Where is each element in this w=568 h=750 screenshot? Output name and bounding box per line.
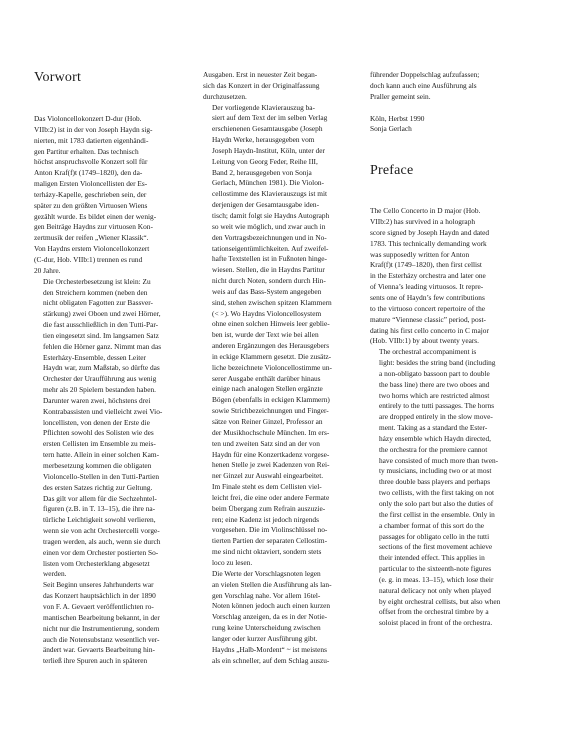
text-line: ment. Taking as a standard the Ester- bbox=[379, 423, 488, 433]
text-line: sich das Konzert in der Originalfassung bbox=[203, 80, 320, 90]
vorwort-heading: Vorwort bbox=[34, 70, 82, 85]
text-line: terließ ihre Spuren auch in späteren bbox=[43, 656, 148, 666]
text-line: only the solo part but also the duties of bbox=[379, 499, 494, 508]
text-line: entirely to the tutti passages. The horns bbox=[379, 401, 495, 411]
text-line: by eight orchestral cellists, but also when bbox=[379, 596, 501, 606]
text-line: des ersten Satzes richtig zur Geltung. bbox=[43, 482, 153, 492]
text-line: házy ensemble which Haydn directed, bbox=[379, 433, 491, 443]
text-line: Pflichten sowohl des Solisten wie des bbox=[43, 428, 154, 438]
text-line: two cellists, with the first taking on not bbox=[379, 488, 495, 498]
paragraph bbox=[203, 70, 351, 103]
text-line: dating his first cello concerto in C major bbox=[370, 325, 489, 335]
text-line: anderen Ergänzungen des Herausgebers bbox=[212, 341, 330, 351]
text-line: die fast ausschließlich in den Tutti-Par- bbox=[43, 320, 159, 330]
text-line: offset from the orchestral timbre by a bbox=[379, 607, 489, 617]
text-line: Violoncello-Stellen in den Tutti-Partien bbox=[43, 471, 160, 481]
text-line: tisch; damit folgt sie Haydns Autograph bbox=[212, 210, 330, 220]
text-line: nicht obligaten Fagotten zur Bassver- bbox=[43, 298, 153, 308]
text-line: Esterházy-Ensemble, dessen Leiter bbox=[43, 352, 146, 362]
text-line: ben ist, wurde der Text wie bei allen bbox=[212, 330, 319, 340]
preface-text bbox=[370, 206, 518, 629]
text-line: Haydn war, zum Maßstab, so dürfte das bbox=[43, 363, 160, 373]
preface-heading: Preface bbox=[370, 163, 414, 179]
text-line: den Streichern kommen (neben den bbox=[43, 287, 148, 297]
paragraph bbox=[203, 103, 351, 569]
vorwort-text bbox=[34, 114, 182, 667]
text-line: Von Haydns erstem Violoncellokonzert bbox=[34, 244, 150, 254]
text-line: a non-obligato bassoon part to double bbox=[379, 368, 490, 378]
text-line: tierten Partien der separaten Cellostim- bbox=[212, 536, 328, 546]
text-line: terházy-Kapelle, geschrieben sein, der bbox=[34, 189, 147, 199]
text-line: später zu den größten Virtuosen Wiens bbox=[34, 200, 148, 210]
text-line: ten und zweiten Satz sind an der von bbox=[212, 438, 320, 448]
text-line: Anton Kraf(f)t (1749–1820), den da- bbox=[34, 168, 143, 178]
text-line: ner Ginzel zur Auswahl eingearbeitet. bbox=[212, 471, 324, 481]
text-line: den Vortragsbezeichnungen und in No- bbox=[212, 232, 327, 242]
text-line: in eckige Klammern gesetzt. Die zusätz- bbox=[212, 351, 332, 361]
text-line: The Cello Concerto in D major (Hob. bbox=[370, 206, 481, 216]
text-line: der Musikhochschule München. Im ers- bbox=[212, 427, 330, 437]
vorwort-column-2 bbox=[203, 70, 351, 666]
text-line: so weit wie möglich, und zwar auch in bbox=[212, 221, 326, 231]
text-line: fehlen die Hörner ganz. Nimmt man das bbox=[43, 341, 162, 351]
text-line: tationseigentümlichkeiten. Auf zweifel- bbox=[212, 243, 329, 253]
text-line: hafte Textstellen ist in Fußnoten hinge- bbox=[212, 254, 327, 264]
text-line: gezählt wurde. Es bildet einen der wenig- bbox=[34, 211, 157, 221]
text-line: are dropped entirely in the slow move- bbox=[379, 412, 493, 422]
text-line: mantischen Bearbeitung bekannt, in der bbox=[43, 612, 160, 622]
text-line: sätze von Reiner Ginzel, Professor an bbox=[212, 417, 323, 426]
paragraph bbox=[370, 347, 518, 629]
text-line: Band 2, herausgegeben von Sonja bbox=[212, 167, 312, 177]
text-line: tern hatte. Allein in einer solchen Kam- bbox=[43, 450, 160, 460]
text-line: Haydns „Halb-Mordent“ ~ ist meistens bbox=[212, 644, 327, 654]
text-line: sowie Strichbezeichnungen und Finger- bbox=[212, 406, 329, 416]
text-line: derjenigen der Gesamtausgabe iden- bbox=[212, 200, 320, 210]
text-line: wenn sie von acht Orchestercelli vorge- bbox=[43, 526, 160, 536]
text-line: ersten Cellisten im Ensemble zu meis- bbox=[43, 439, 156, 449]
text-line: loco zu lesen. bbox=[212, 557, 253, 567]
text-line: three double bass players and perhaps bbox=[379, 477, 491, 487]
vorwort-column-1 bbox=[34, 70, 182, 667]
text-line: light: besides the string band (including bbox=[379, 358, 496, 368]
text-line: have consisted of much more than twen- bbox=[379, 455, 499, 465]
text-line: vorgesehen. Die im Violinschlüssel no- bbox=[212, 525, 328, 535]
text-line: zertmusik der reifen „Wiener Klassik“. bbox=[34, 233, 149, 243]
text-line: mehr als 20 Spielern bestanden haben. bbox=[43, 385, 156, 395]
text-line: sind, stehen zwischen spitzen Klammern bbox=[212, 297, 332, 307]
text-line: Die Orchesterbesetzung ist klein: Zu bbox=[43, 276, 151, 286]
text-line: Darunter waren zwei, höchstens drei bbox=[43, 395, 151, 405]
text-line: serer Ausgabe enthält darüber hinaus bbox=[212, 373, 321, 383]
signature bbox=[370, 114, 518, 136]
text-line: henen Stelle je zwei Kadenzen von Rei- bbox=[212, 460, 330, 470]
text-line: 1783. This technically demanding work bbox=[370, 238, 487, 248]
text-line: the first cellist in the ensemble. Only in bbox=[379, 509, 495, 519]
text-line: gen Partitur erhalten. Das technisch bbox=[34, 146, 139, 156]
text-line: ren; eine Kadenz ist jedoch nirgends bbox=[212, 514, 319, 524]
text-line: führender Doppelschlag aufzufassen; bbox=[370, 70, 480, 79]
text-line: me sind nicht oktaviert, sondern stets bbox=[212, 547, 322, 557]
text-line: beim Übergang zum Refrain auszuzie- bbox=[212, 503, 326, 513]
text-line: ändert war. Gevaerts Bearbeitung hin- bbox=[43, 645, 155, 655]
paragraph bbox=[34, 580, 182, 667]
text-line: passages for obligato cello in the tutti bbox=[379, 531, 490, 541]
text-line: gen Beiträge Haydns zur virtuosen Kon- bbox=[34, 222, 153, 232]
text-line: werden. bbox=[43, 569, 67, 579]
text-line: langer oder kurzer Ausführung gibt. bbox=[212, 633, 318, 643]
text-line: an vielen Stellen die Ausführung als lan- bbox=[212, 579, 332, 589]
text-line: Der vorliegende Klavierauszug ba- bbox=[212, 102, 315, 112]
text-line: Vorschlag anzeigen, da es in der Notie- bbox=[212, 612, 328, 622]
text-line: nicht durch Noten, sondern durch Hin- bbox=[212, 276, 326, 286]
text-line: in the Esterházy orchestra and later one bbox=[370, 271, 486, 281]
paragraph bbox=[370, 70, 518, 103]
text-line: their intended effect. This applies in bbox=[379, 553, 485, 563]
text-line: Leitung von Georg Feder, Reihe III, bbox=[212, 156, 318, 166]
vorwort-column-3 bbox=[370, 70, 518, 629]
text-line: a chamber format of this sort do the bbox=[379, 520, 485, 530]
text-line: durchzusetzen. bbox=[203, 91, 247, 101]
text-line: Kontrabassisten und vielleicht zwei Vio- bbox=[43, 406, 163, 416]
text-line: listen vom Orchesterklang abgesetzt bbox=[43, 558, 150, 568]
text-line: two horns which are restricted almost bbox=[379, 390, 490, 400]
text-line: Ausgaben. Erst in neuester Zeit began- bbox=[203, 70, 318, 79]
text-line: sections of the first movement achieve bbox=[379, 542, 493, 552]
text-line: einen vor dem Orchester postierten So- bbox=[43, 547, 159, 557]
text-line: to the virtuoso concert repertoire of the bbox=[370, 303, 486, 313]
text-line: Haydn für eine Konzertkadenz vorgese- bbox=[212, 449, 330, 459]
text-line: Praller gemeint sein. bbox=[370, 91, 431, 101]
text-line: türliche Leichtigkeit sowohl verlieren, bbox=[43, 515, 156, 525]
text-line: wiesen. Stellen, die in Haydns Partitur bbox=[212, 265, 325, 275]
text-line: (Hob. VIIb:1) by about twenty years. bbox=[370, 336, 479, 346]
text-line: auch die Notensubstanz wesentlich ver- bbox=[43, 634, 160, 644]
text-line: weis auf das Bass-System angegeben bbox=[212, 286, 322, 296]
text-line: siert auf dem Text der im selben Verlag bbox=[212, 113, 328, 123]
text-line: the orchestra for the premiere cannot bbox=[379, 444, 488, 454]
text-line: loncellisten, von denen der Erste die bbox=[43, 417, 150, 427]
text-line: sents one of Haydn’s few contributions bbox=[370, 292, 485, 302]
text-line: The orchestral accompaniment is bbox=[379, 347, 477, 357]
text-line: was supposedly written for Anton bbox=[370, 249, 470, 259]
text-line: the bass line) there are two oboes and bbox=[379, 379, 490, 389]
text-line: doch kann auch eine Ausführung als bbox=[370, 80, 477, 90]
text-line: nierten, mit 1783 datierten eigenhändi- bbox=[34, 135, 149, 145]
paragraph bbox=[370, 206, 518, 347]
text-line: einige nach analogen Stellen ergänzte bbox=[212, 384, 323, 394]
text-line: nicht nur die Instrumentierung, sondern bbox=[43, 623, 160, 633]
text-line: Im Finale steht es dem Cellisten viel- bbox=[212, 482, 322, 492]
text-line: von F. A. Gevaert veröffentlichten ro- bbox=[43, 601, 154, 611]
text-line: Kraf(f)t (1749–1820), then first cellist bbox=[370, 260, 482, 270]
text-line: (< >). Wo Haydns Violoncellosystem bbox=[212, 308, 322, 318]
text-line: Gerlach, München 1981). Die Violon- bbox=[212, 178, 324, 188]
text-line: Haydn Werke, herausgegeben vom bbox=[212, 135, 315, 145]
text-line: als ein schneller, auf dem Schlag auszu- bbox=[212, 655, 330, 665]
signature-author: Sonja Gerlach bbox=[370, 124, 412, 134]
text-line: maligen Ersten Violoncellisten der Es- bbox=[34, 179, 148, 189]
text-line: ohne einen solchen Hinweis leer geblie- bbox=[212, 319, 330, 329]
text-line: Orchester der Uraufführung aus wenig bbox=[43, 374, 157, 384]
paragraph bbox=[34, 277, 182, 581]
text-line: VIIb:2) has survived in a holograph bbox=[370, 217, 476, 227]
text-line: stärkung) zwei Oboen und zwei Hörner, bbox=[43, 309, 161, 319]
text-line: (C-dur, Hob. VIIb:1) trennen es rund bbox=[34, 254, 143, 264]
text-line: score signed by Joseph Haydn and dated bbox=[370, 227, 490, 237]
paragraph bbox=[34, 114, 182, 277]
signature-place-date: Köln, Herbst 1990 bbox=[370, 113, 425, 123]
text-line: Joseph Haydn-Institut, Köln, unter der bbox=[212, 145, 325, 155]
text-line: (e. g. in meas. 13–15), which lose their bbox=[379, 574, 494, 584]
text-line: tragen werden, als auch, wenn sie durch bbox=[43, 536, 161, 546]
text-line: soloist placed in front of the orchestra. bbox=[379, 618, 493, 628]
text-line: tien eingesetzt sind. Im langsamen Satz bbox=[43, 330, 159, 340]
text-line: VIIb:2) ist in der von Joseph Haydn sig- bbox=[34, 124, 153, 134]
text-line: ty musicians, including two or at most bbox=[379, 466, 492, 476]
text-line: Seit Beginn unseres Jahrhunderts war bbox=[43, 580, 154, 590]
vorwort-text bbox=[370, 70, 518, 103]
text-line: Die Werte der Vorschlagsnoten legen bbox=[212, 568, 321, 578]
text-line: mature “Viennese classic” period, post- bbox=[370, 314, 486, 324]
text-line: Das gilt vor allem für die Sechzehntel- bbox=[43, 493, 157, 503]
text-line: leicht frei, die eine oder andere Fermate bbox=[212, 492, 330, 502]
text-line: of Vienna’s leading virtuosos. It repre- bbox=[370, 282, 484, 292]
text-line: figuren (z.B. in T. 13–15), die ihre na- bbox=[43, 504, 156, 514]
paragraph bbox=[203, 569, 351, 667]
text-line: gen Vorschlag nahe. Vor allem 16tel- bbox=[212, 590, 321, 600]
text-line: rung keine Unterscheidung zwischen bbox=[212, 623, 321, 633]
text-line: cellostimme des Klavierauszugs ist mit bbox=[212, 189, 328, 199]
text-line: Das Violoncellokonzert D-dur (Hob. bbox=[34, 114, 142, 123]
text-line: particular to the sixteenth-note figures bbox=[379, 564, 492, 574]
text-line: das Konzert hauptsächlich in der 1890 bbox=[43, 591, 156, 601]
text-line: merbesetzung kommen die obligaten bbox=[43, 461, 152, 470]
text-line: natural delicacy not only when played bbox=[379, 585, 491, 595]
text-line: liche bezeichnete Violoncellostimme un- bbox=[212, 362, 332, 372]
vorwort-text bbox=[203, 70, 351, 666]
text-line: Noten können jedoch auch einen kurzen bbox=[212, 601, 331, 611]
text-line: erschienenen Gesamtausgabe (Joseph bbox=[212, 124, 323, 134]
text-line: höchst anspruchsvolle Konzert soll für bbox=[34, 157, 148, 167]
text-line: 20 Jahre. bbox=[34, 265, 61, 275]
text-line: Bögen (ebenfalls in eckigen Klammern) bbox=[212, 395, 330, 405]
